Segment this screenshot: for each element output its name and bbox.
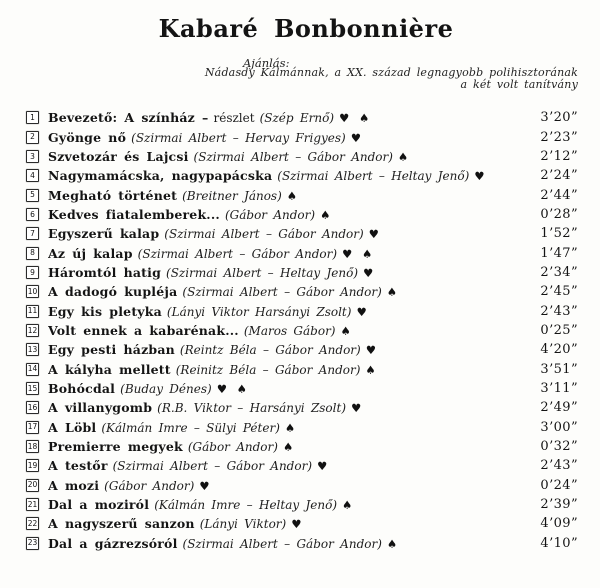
track-credits: (Szirmai Albert – Hervay Frigyes) xyxy=(131,130,346,145)
track-text xyxy=(48,130,536,145)
track-suit-symbols: ♠ xyxy=(397,149,412,164)
track-number-box xyxy=(26,343,39,356)
track-credits: (Szép Ernő) xyxy=(259,111,335,126)
track-suit-symbols: ♥ xyxy=(356,304,370,319)
track-number-box xyxy=(26,285,39,298)
track-row xyxy=(26,340,578,359)
track-number: 1 xyxy=(30,112,35,122)
track-credits: (R.B. Viktor – Harsányi Zsolt) xyxy=(157,401,347,416)
dedication-label: Ajánlás: xyxy=(243,56,290,70)
track-title: Gyönge nő xyxy=(48,129,127,145)
track-number: 10 xyxy=(27,287,38,297)
track-number: 22 xyxy=(27,519,38,529)
track-number: 19 xyxy=(27,461,38,471)
track-title: Megható történet xyxy=(48,187,178,203)
track-text xyxy=(48,168,536,183)
track-number: 16 xyxy=(27,403,38,413)
track-title: A dadogó kupléja xyxy=(48,284,178,300)
track-duration: 2’49” xyxy=(540,400,578,416)
track-text xyxy=(48,497,536,512)
track-number: 23 xyxy=(27,538,38,548)
track-text xyxy=(48,265,536,280)
track-credits: (Lányi Viktor) xyxy=(199,517,287,532)
track-suit-symbols: ♠ xyxy=(340,323,354,338)
track-number-box xyxy=(26,479,39,492)
track-number-box xyxy=(26,305,39,318)
track-number: 7 xyxy=(30,228,35,238)
track-number-box xyxy=(26,363,39,376)
track-text xyxy=(48,342,536,357)
track-row xyxy=(26,514,578,533)
track-duration: 1’52” xyxy=(540,226,578,242)
track-text xyxy=(48,362,536,377)
track-text xyxy=(48,420,536,435)
track-suit-symbols: ♠ xyxy=(284,420,299,435)
track-duration: 3’00” xyxy=(540,419,578,435)
track-row xyxy=(26,147,578,166)
track-number-box xyxy=(26,189,39,202)
track-credits: (Kálmán Imre – Sülyi Péter) xyxy=(101,420,280,435)
track-suit-symbols: ♥ ♠ xyxy=(216,381,250,396)
track-duration: 4’10” xyxy=(540,535,578,551)
track-suit-symbols: ♥ xyxy=(291,517,305,532)
track-number: 18 xyxy=(27,441,38,451)
track-text xyxy=(48,323,536,338)
track-number-box xyxy=(26,401,39,414)
track-text xyxy=(48,110,536,125)
track-title: A mozi xyxy=(48,477,100,493)
track-row xyxy=(26,456,578,475)
track-credits: (Kálmán Imre – Heltay Jenő) xyxy=(154,498,338,513)
track-number-box xyxy=(26,208,39,221)
track-number: 11 xyxy=(27,306,38,316)
track-number-box xyxy=(26,227,39,240)
track-duration: 2’24” xyxy=(540,168,578,184)
track-number-box xyxy=(26,247,39,260)
track-row xyxy=(26,263,578,282)
track-credits: (Lányi Viktor Harsányi Zsolt) xyxy=(166,304,352,319)
track-duration: 0’32” xyxy=(540,439,578,455)
page-title: Kabaré Bonbonnière xyxy=(158,14,454,43)
track-number: 13 xyxy=(27,345,38,355)
track-text xyxy=(48,381,536,396)
track-row xyxy=(26,437,578,456)
track-number: 5 xyxy=(30,190,35,200)
track-credits: (Szirmai Albert – Heltay Jenő) xyxy=(166,265,359,280)
track-suit-symbols: ♠ xyxy=(286,188,301,203)
track-duration: 3’20” xyxy=(540,110,578,126)
track-suit-symbols: ♠ xyxy=(320,207,334,222)
track-text xyxy=(48,226,536,241)
track-duration: 2’45” xyxy=(540,284,578,300)
track-row xyxy=(26,495,578,514)
track-row xyxy=(26,224,578,243)
track-credits: (Szirmai Albert – Gábor Andor) xyxy=(182,285,382,300)
track-title: A kályha mellett xyxy=(48,361,171,377)
track-credits: (Breitner János) xyxy=(182,188,282,203)
track-suit-symbols: ♠ xyxy=(342,498,356,513)
track-number: 4 xyxy=(30,170,35,180)
track-duration: 4’09” xyxy=(540,516,578,532)
track-duration: 2’23” xyxy=(540,129,578,145)
track-title: Dal a moziról xyxy=(48,497,150,513)
track-number-box xyxy=(26,440,39,453)
track-text xyxy=(48,458,536,473)
track-title: Bevezető: A színház – xyxy=(48,110,209,126)
track-credits: (Reinitz Béla – Gábor Andor) xyxy=(175,362,361,377)
track-number-box xyxy=(26,498,39,511)
track-title: Dal a gázrezsóról xyxy=(48,535,178,551)
track-suit-symbols: ♥ xyxy=(474,169,488,184)
track-title-suffix: részlet xyxy=(213,111,255,126)
track-title: Egyszerű kalap xyxy=(48,226,160,242)
track-number-box xyxy=(26,459,39,472)
track-credits: (Gábor Andor) xyxy=(187,440,278,455)
track-title: Szvetozár és Lajcsi xyxy=(48,148,189,164)
track-number-box xyxy=(26,324,39,337)
track-title: Volt ennek a kabarénak... xyxy=(48,322,239,338)
track-number: 12 xyxy=(27,325,38,335)
track-suit-symbols: ♥ xyxy=(317,459,331,474)
track-credits: (Gábor Andor) xyxy=(104,478,195,493)
track-credits: (Reintz Béla – Gábor Andor) xyxy=(179,343,361,358)
track-number: 15 xyxy=(27,383,38,393)
track-number-box xyxy=(26,382,39,395)
track-row xyxy=(26,282,578,301)
track-duration: 2’12” xyxy=(540,148,578,164)
track-suit-symbols: ♥ ♠ xyxy=(339,111,373,126)
track-text xyxy=(48,478,536,493)
track-row xyxy=(26,534,578,553)
track-duration: 2’39” xyxy=(540,497,578,513)
track-title: Egy pesti házban xyxy=(48,342,175,358)
track-row xyxy=(26,398,578,417)
track-number-box xyxy=(26,537,39,550)
track-number: 14 xyxy=(27,364,38,374)
track-title: Premierre megyek xyxy=(48,439,183,455)
track-title: Egy kis pletyka xyxy=(48,303,162,319)
track-row xyxy=(26,418,578,437)
track-credits: (Szirmai Albert – Gábor Andor) xyxy=(193,149,393,164)
track-text xyxy=(48,149,536,164)
track-suit-symbols: ♠ xyxy=(282,440,297,455)
track-title: A nagyszerű sanzon xyxy=(48,516,195,532)
dedication xyxy=(198,67,578,90)
track-credits: (Gábor Andor) xyxy=(224,207,316,222)
track-row xyxy=(26,166,578,185)
track-number: 6 xyxy=(30,209,35,219)
dedication-line-2: a két volt tanítvány xyxy=(460,77,578,91)
track-suit-symbols: ♥ ♠ xyxy=(342,246,376,261)
track-duration: 2’34” xyxy=(540,264,578,280)
track-duration: 2’43” xyxy=(540,458,578,474)
track-text xyxy=(48,516,536,531)
track-number: 2 xyxy=(30,132,35,142)
track-suit-symbols: ♥ xyxy=(368,227,382,242)
track-title: Nagymamácska, nagypapácska xyxy=(48,168,273,184)
track-number-box xyxy=(26,131,39,144)
track-number-box xyxy=(26,421,39,434)
track-suit-symbols: ♠ xyxy=(386,285,401,300)
track-number-box xyxy=(26,266,39,279)
track-suit-symbols: ♥ xyxy=(351,401,365,416)
track-row xyxy=(26,243,578,262)
track-title: Az új kalap xyxy=(48,245,133,261)
track-number-box xyxy=(26,150,39,163)
track-duration: 0’25” xyxy=(540,322,578,338)
track-row xyxy=(26,301,578,320)
track-suit-symbols: ♥ xyxy=(199,478,213,493)
track-suit-symbols: ♥ xyxy=(363,265,377,280)
track-credits: (Szirmai Albert – Gábor Andor) xyxy=(137,246,338,261)
track-credits: (Buday Dénes) xyxy=(120,381,212,396)
track-title: Háromtól hatig xyxy=(48,264,162,280)
track-text xyxy=(48,246,536,261)
track-duration: 3’11” xyxy=(540,380,578,396)
track-title: A villanygomb xyxy=(48,400,153,416)
track-text xyxy=(48,188,536,203)
track-title: A Löbl xyxy=(48,419,97,435)
track-credits: (Szirmai Albert – Gábor Andor) xyxy=(112,459,312,474)
track-suit-symbols: ♠ xyxy=(386,536,401,551)
track-number: 9 xyxy=(30,267,35,277)
track-duration: 3’51” xyxy=(540,361,578,377)
track-duration: 1’47” xyxy=(540,245,578,261)
track-credits: (Szirmai Albert – Heltay Jenő) xyxy=(277,169,470,184)
track-list xyxy=(26,108,578,553)
track-title: A testőr xyxy=(48,458,108,474)
track-row xyxy=(26,379,578,398)
track-row xyxy=(26,476,578,495)
track-suit-symbols: ♠ xyxy=(365,362,379,377)
track-number: 8 xyxy=(30,248,35,258)
track-text xyxy=(48,439,536,454)
track-duration: 2’43” xyxy=(540,303,578,319)
track-row xyxy=(26,127,578,146)
track-title: Kedves fiatalemberek... xyxy=(48,206,220,222)
track-number: 3 xyxy=(30,151,35,161)
track-duration: 4’20” xyxy=(540,342,578,358)
track-number-box xyxy=(26,169,39,182)
track-row xyxy=(26,359,578,378)
track-text xyxy=(48,304,536,319)
track-suit-symbols: ♥ xyxy=(365,343,380,358)
track-text xyxy=(48,207,536,222)
track-row xyxy=(26,108,578,127)
track-text xyxy=(48,400,536,415)
dedication-line-1: Nádasdy Kálmánnak, a XX. század legnagyobb polihisztorának xyxy=(204,66,578,79)
track-duration: 2’44” xyxy=(540,187,578,203)
track-credits: (Szirmai Albert – Gábor Andor) xyxy=(164,227,364,242)
track-credits: (Maros Gábor) xyxy=(243,323,336,338)
track-suit-symbols: ♥ xyxy=(350,130,365,145)
track-number-box xyxy=(26,111,39,124)
track-credits: (Szirmai Albert – Gábor Andor) xyxy=(182,536,382,551)
track-number: 21 xyxy=(27,499,38,509)
track-text xyxy=(48,536,536,551)
track-number: 17 xyxy=(27,422,38,432)
track-text xyxy=(48,284,536,299)
track-row xyxy=(26,205,578,224)
track-duration: 0’28” xyxy=(540,206,578,222)
track-duration: 0’24” xyxy=(540,477,578,493)
track-row xyxy=(26,185,578,204)
track-number: 20 xyxy=(27,480,38,490)
track-title: Bohócdal xyxy=(48,380,116,396)
track-row xyxy=(26,321,578,340)
track-number-box xyxy=(26,517,39,530)
